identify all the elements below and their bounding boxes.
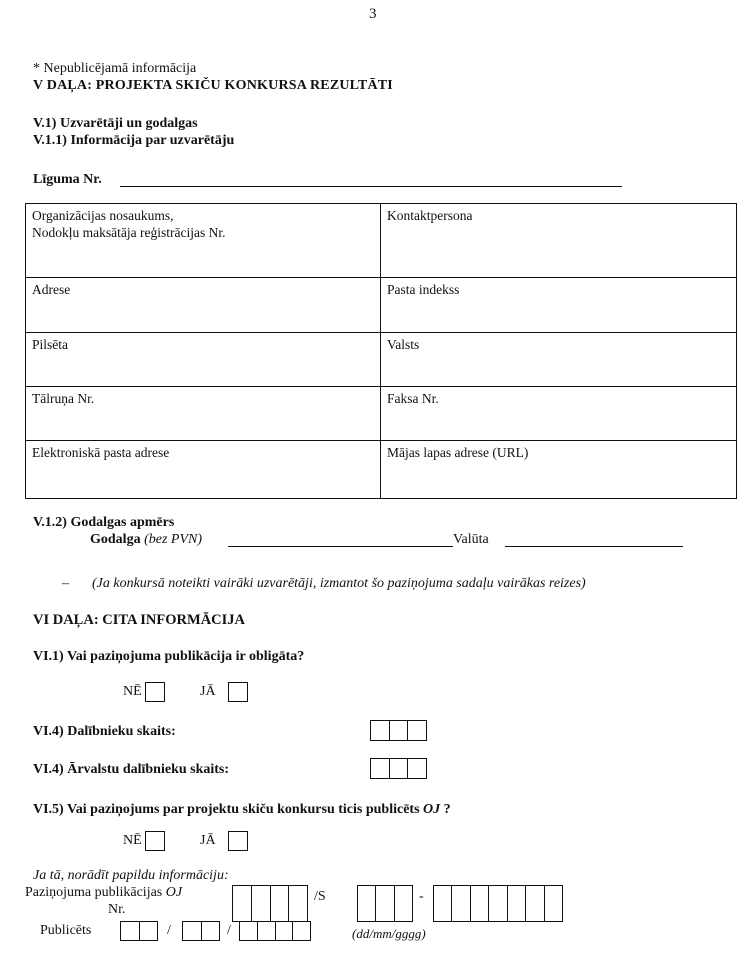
q5-text: VI.5) Vai paziņojums par projektu skiču konkursu ticis publicēts — [33, 802, 420, 817]
city-cell[interactable] — [26, 333, 381, 387]
phone-label: Tālruņa Nr. — [32, 391, 95, 406]
contact-person-cell[interactable] — [381, 204, 737, 278]
q5-no-label: NĒ — [123, 833, 142, 848]
q5-yes-checkbox[interactable] — [228, 831, 248, 851]
fax-cell[interactable] — [381, 387, 737, 441]
slash-s-label: /S — [314, 889, 326, 904]
q1-no-label: NĒ — [123, 684, 142, 699]
oj-number-field[interactable] — [232, 885, 308, 922]
oj-nr-label: Nr. — [108, 902, 126, 917]
hyphen-label: - — [419, 889, 424, 904]
date-slash-1: / — [167, 923, 171, 938]
phone-cell[interactable] — [26, 387, 381, 441]
participants-label: VI.4) Dalībnieku skaits: — [33, 724, 176, 739]
email-label: Elektroniskā pasta adrese — [32, 445, 170, 460]
multiple-winners-note: (Ja konkursā noteikti vairāki uzvarētāji, izmantot šo paziņojuma sadaļu vairākas reizes) — [92, 576, 586, 591]
section-5-title: V DAĻA: PROJEKTA SKIČU KONKURSA REZULTĀTI — [33, 78, 393, 93]
contract-number-field[interactable] — [120, 186, 622, 187]
date-slash-2: / — [227, 923, 231, 938]
oj-pub-text: Paziņojuma publikācijas — [25, 885, 163, 900]
oj-pub-label — [25, 885, 182, 901]
oj-series-field[interactable] — [357, 885, 413, 922]
tax-reg-label: Nodokļu maksātāja reģistrācijas Nr. — [32, 225, 226, 240]
address-label: Adrese — [32, 282, 71, 297]
pub-day-field[interactable] — [120, 921, 158, 941]
country-cell[interactable] — [381, 333, 737, 387]
pub-month-field[interactable] — [182, 921, 220, 941]
published-label: Publicēts — [40, 923, 92, 938]
org-name-label: Organizācijas nosaukums, — [32, 208, 174, 223]
prize-row — [90, 532, 202, 548]
winner-info-heading: V.1.1) Informācija par uzvarētāju — [33, 133, 235, 148]
postal-code-cell[interactable] — [381, 278, 737, 333]
q5-end: ? — [443, 802, 451, 817]
address-cell[interactable] — [26, 278, 381, 333]
prize-amount-field[interactable] — [228, 546, 453, 547]
q1-no-checkbox[interactable] — [145, 682, 165, 702]
q5-yes-label: JĀ — [200, 833, 216, 848]
prize-label: Godalga — [90, 532, 141, 547]
pub-year-field[interactable] — [239, 921, 311, 941]
contact-person-label: Kontaktpersona — [387, 208, 473, 223]
q5-oj: OJ — [423, 802, 441, 817]
foreign-participants-label: VI.4) Ārvalstu dalībnieku skaits: — [33, 762, 230, 777]
city-label: Pilsēta — [32, 337, 68, 352]
q5-no-checkbox[interactable] — [145, 831, 165, 851]
oj-page-field[interactable] — [433, 885, 563, 922]
foreign-participants-count-field[interactable] — [370, 758, 427, 779]
section-6-title: VI DAĻA: CITA INFORMĀCIJA — [33, 612, 245, 628]
date-format-hint: (dd/mm/gggg) — [352, 926, 426, 941]
prize-vat-note: (bez PVN) — [144, 532, 203, 547]
email-cell[interactable] — [26, 441, 381, 499]
oj-pub-oj: OJ — [165, 885, 183, 900]
mandatory-publication-question: VI.1) Vai paziņojuma publikācija ir obligāta? — [33, 649, 305, 664]
unpublished-note: * Nepublicējamā informācija — [33, 61, 197, 76]
contract-number-label: Līguma Nr. — [33, 172, 102, 187]
postal-code-label: Pasta indekss — [387, 282, 460, 297]
org-name-cell[interactable] — [26, 204, 381, 278]
note-dash: – — [62, 576, 69, 591]
fax-label: Faksa Nr. — [387, 391, 439, 406]
q1-yes-checkbox[interactable] — [228, 682, 248, 702]
website-cell[interactable] — [381, 441, 737, 499]
winners-heading: V.1) Uzvarētāji un godalgas — [33, 116, 198, 131]
currency-field[interactable] — [505, 546, 683, 547]
winner-info-table — [25, 203, 737, 499]
currency-label: Valūta — [453, 532, 489, 547]
website-label: Mājas lapas adrese (URL) — [387, 445, 529, 460]
country-label: Valsts — [387, 337, 420, 352]
prize-amount-heading: V.1.2) Godalgas apmērs — [33, 515, 175, 530]
q1-yes-label: JĀ — [200, 684, 216, 699]
participants-count-field[interactable] — [370, 720, 427, 741]
if-yes-note: Ja tā, norādīt papildu informāciju: — [33, 868, 229, 883]
page-number: 3 — [369, 6, 377, 22]
oj-publication-question — [33, 802, 451, 818]
